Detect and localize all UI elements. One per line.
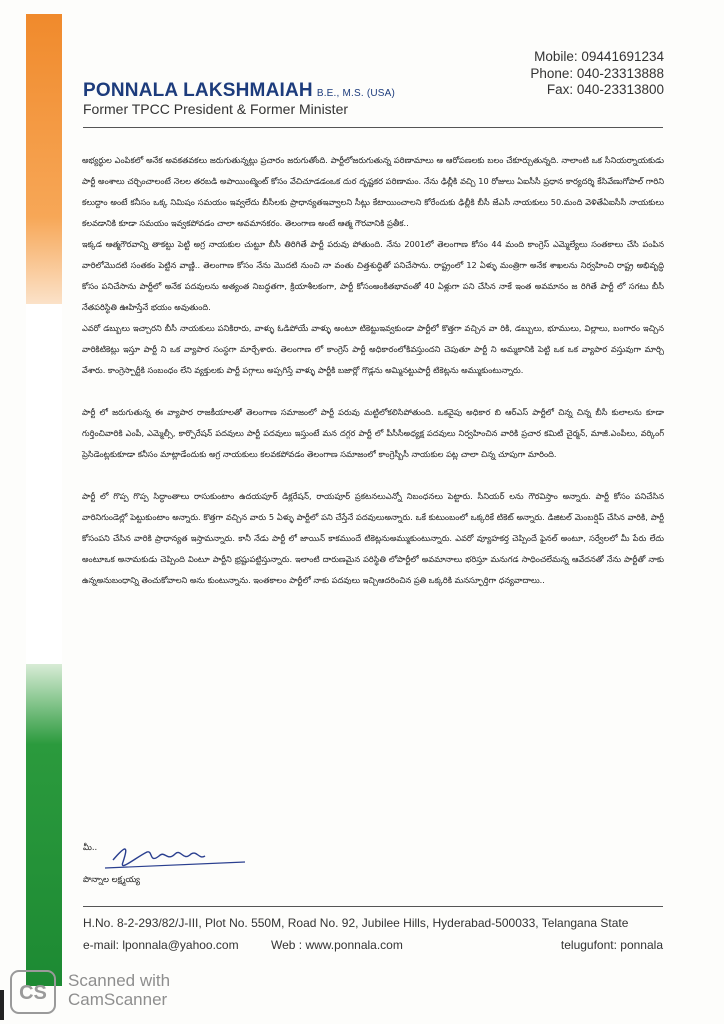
fax-number: Fax: 040-23313800: [546, 82, 664, 97]
website: Web : www.ponnala.com: [271, 938, 403, 952]
letter-paragraph: ఎవరో డబ్బులు ఇచ్చారని బీసీ నాయకులు పనికిరారు, వాళ్ళు ఓడిపోయే వాళ్ళు అంటూ టికెట్టుఇవ్వకుండా పార్టీలో కొత్తగా వచ్చిన వా రికి, డబ్బులు, భూములు, విల్లాలు, బంగారం ఇచ్చిన వారికిటికెట్లు ఇస్తూ పార్టీ ని ఒక వ్యాపార సంస్థగా మార్చేశారు. తెలంగాణ లో కాంగ్రెస్ పార్టీ అధికారంలోకివస్తుందని చెపుతూ పార్టీ ని అమ్మకానికి పెట్టి ఒక ఒక వ్యాపార వస్తువుగా మార్చి వేశారు. కాంగ్రెస్పార్టీకి సంబంధం లేని వ్యక్తులకు పార్టీ పగ్గాలు అప్పగిస్తే వాళ్ళు పార్టీకి బజార్లో గొడ్లను అమ్మినట్టుపార్టీ టికెట్లను అమ్ముకుంటున్నారు.: [82, 323, 664, 375]
scan-edge-mark: [0, 990, 4, 1020]
letter-closing: మీ..: [83, 842, 98, 852]
white-band: [26, 304, 62, 664]
camscanner-logo-text: CS: [19, 982, 47, 1004]
letterhead-name: [83, 80, 395, 102]
letter-body: [82, 150, 664, 591]
letter-paragraph: ఇక్కడ ఆత్మగౌరవాన్ని తాకట్టు పెట్టి అగ్ర నాయకుల చుట్టూ బీసీ తిరిగితే పార్టీ పరువు పోతుంది. నేను 2001లో తెలంగాణ కోసం 44 మంది కాంగ్రెస్ ఎమ్మెల్యేలు సంతకాలు చేసి పంపిన వారిలోమొదటి సంతకం పెట్టిన వాణ్ణి.. తెలంగాణ కోసం నేను మొదటి నుంచి నా వంతు చిత్తశుద్ధితో పనిచేసాను. రాష్ట్రంలో 12 ఏళ్ళు మంత్రిగా అనేక శాఖలను నిర్వహించి రాష్ట్ర అభివృద్ధి కోసం పనిచేసాను పార్టీలో అనేక పదవులను అత్యంత నిబద్ధతగా, క్రియాశీలకంగా, పార్టీ కోసంఅంకితభావంతో 40 ఏళ్లుగా పని చేసిన నాకే ఇంత అవమానం జ రిగితే పార్టీ లో సగటు బీసీ నేతపరిస్థితి ఊహిస్తేనే భయం అవుతుంది.: [82, 239, 664, 312]
sender-degrees: B.E., M.S. (USA): [316, 88, 396, 99]
signatory-name: పొన్నాల లక్ష్మయ్య: [83, 874, 140, 884]
phone-number: Phone: 040-23313888: [530, 65, 664, 81]
email-address: e-mail: lponnala@yahoo.com: [83, 938, 239, 952]
watermark-line1: Scanned with: [68, 971, 171, 990]
letter-paragraph: పార్టీ లో జరుగుతున్న ఈ వ్యాపార రాజకీయాలతో తెలంగాణ సమాజంలో పార్టీ పరువు మట్టిలోకలిసిపోతుంది. ఒకవైపు అధికార బి ఆర్ఎస్ పార్టీలో చిన్న చిన్న బీసీ కులాలను కూడా గుర్తించివారికి ఎంపీ, ఎమ్మెల్సీ, కార్పొరేషన్ పదవులు పార్టీ పదవులు ఇస్తుంటే మన దగ్గర పార్టీ లో పీసీసీఅధ్యక్ష పదవులు నిర్వహించిన వారికి ప్రచార కమిటీ చైర్మన్, మాజీ.ఎంపీలు, వర్కింగ్ ప్రెసిడెంట్లకుకూడా కనీసం మాట్లాడేందుకు అగ్ర నాయకులు కలవకపోవడం తెలంగాణ సమాజంలో కాంగ్రెస్బీసీ నాయకుల పట్ల చాలా చిన్న చూపుగా మారింది.: [82, 407, 664, 459]
office-address: H.No. 8-2-293/82/J-III, Plot No. 550M, Road No. 92, Jubilee Hills, Hyderabad-500033, Telangana State: [83, 916, 629, 930]
contact-block: [530, 49, 664, 99]
saffron-band: [26, 14, 62, 304]
tricolor-stripe: [26, 14, 62, 986]
letter-paragraph: పార్టీ లో గొప్ప గొప్ప సిద్ధాంతాలు రాసుకుంటాం ఉదయపూర్ డిక్లరేషన్, రాయపూర్ ప్రకటనలుఎన్నో నిబంధనలు పెట్టారు. సీనియర్ లను గౌరవిస్తాం అన్నారు. పార్టీ కోసం పనిచేసిన వారినిగుండెల్లో పెట్టుకుంటాం అన్నారు. కొత్తగా వచ్చిన వారు 5 ఏళ్ళు పార్టీలో పని చేస్తేనే పదవులుఅన్నారు. ఒకే కుటుంబంలో ఒక్కరికే టికెట్ అన్నారు. డిజిటల్ మెంబర్షిప్ చేసిన వారికి, పార్టీ కోసంపని చేసిన వారికి ప్రాధాన్యత ఇస్తామన్నారు. కానీ నేడు పార్టీ లో జాయిన్ కాకముందే టికెట్లనుఅమ్ముకుంటున్నారు. ఎవరో వ్యూహకర్త చెప్పిందే ఫైనల్ అంటూ, సర్వేలలో మీ పేరు లేదు అంటూఒక అనామకుడు చెప్పింది వింటూ పార్టీని భ్రష్టుపట్టిస్తున్నారు. ఇలాంటి దారుణమైన పరిస్థితి లోపార్టీలో అవమానాలు భరిస్తూ మనుగడ సాధించలేమన్న ఆవేదనతో నేను పార్టీతో నాకు ఉన్నఅనుబంధాన్ని తెంచుకోవాలని అను కుంటున్నాను. ఇంతకాలం పార్టీలో నాకు పదవులు ఇచ్చిఆదరించిన ప్రతి ఒక్కరికి మనస్ఫూర్తిగా ధన్యవాదాలు..: [82, 491, 664, 585]
footer-divider: [83, 906, 663, 907]
green-band: [26, 664, 62, 986]
handwritten-signature: [95, 838, 255, 878]
sender-title: Former TPCC President & Former Minister: [83, 101, 349, 117]
header-divider: [83, 127, 663, 128]
watermark-line2: CamScanner: [68, 990, 168, 1009]
camscanner-logo-icon: [10, 970, 56, 1014]
mobile-number: Mobile: 09441691234: [534, 49, 664, 64]
scan-watermark: [68, 971, 170, 1009]
letter-paragraph: అభ్యర్థుల ఎంపికలో అనేక అవకతవకలు జరుగుతున్నట్లు ప్రచారం జరుగుతోంది. పార్టీలోజరుగుతున్న పరిణామాలు ఆ ఆరోపణలకు బలం చేకూర్చుతున్నది. నాలాంటి ఒక సీనియర్నాయకుడు పార్టీ అంశాలు చర్చించాలంటే నెలల తరబడి అపాయింట్మెంట్ కోసం వేచిచూడడంఒక దుర దృష్టకర పరిణామం. నేను ఢిల్లీకి వచ్చి 10 రోజులు ఏఐసీసీ ప్రధాన కార్యదర్శి కేసివేణుగోపాల్ గారిని కలుద్దాం అంటే కనీసం ఒక్క నిమిషం సమయం ఇవ్వలేదు బీసీలకు ప్రాధాన్యతఇవ్వాలని సీట్లు కేటాయించాలని కోరేందుకు ఢిల్లీకి బీసీ జేఎసీ నాయకులు 50.మంది వెళితేఏఐసీసీ నాయకులు కలవడానికి కూడా సమయం ఇవ్వకపోవడం చాలా అవమానకరం. తెలంగాణ అంటే ఆత్మ గౌరవానికి ప్రతీక..: [82, 155, 664, 228]
telugu-font-note: telugufont: ponnala: [560, 938, 663, 952]
sender-name: PONNALA LAKSHMAIAH: [83, 80, 313, 101]
